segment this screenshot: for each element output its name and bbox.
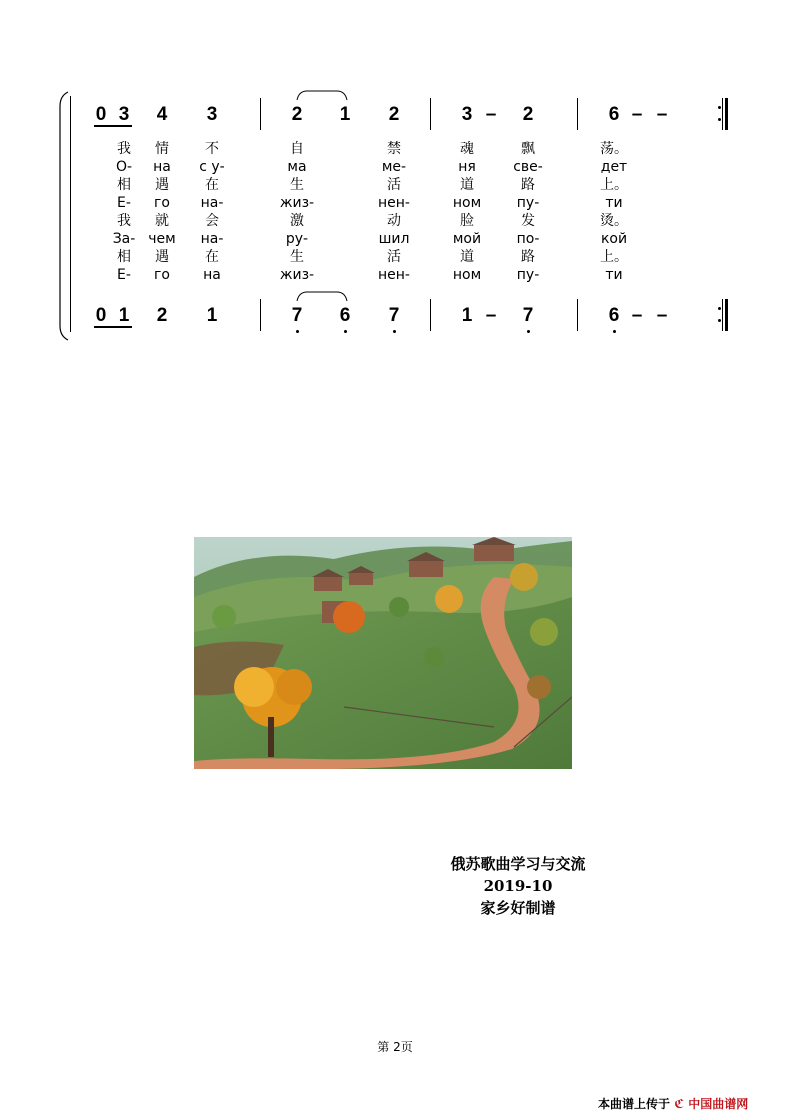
dash: – (485, 305, 497, 326)
lyric-syllable: 禁 (387, 141, 401, 157)
low-octave-dot (296, 330, 299, 333)
note: 0 (95, 104, 107, 125)
lyric-syllable: 上。 (600, 177, 628, 193)
low-octave-dot (613, 330, 616, 333)
lyric-syllable: 道 (460, 177, 474, 193)
note: 2 (522, 104, 534, 125)
lyric-syllable: 上。 (600, 249, 628, 265)
lyric-syllable: кой (600, 231, 628, 247)
slur-mark (295, 289, 349, 303)
repeat-thick-bar (725, 98, 728, 130)
lyric-syllable: 荡。 (600, 141, 628, 157)
note: 4 (156, 104, 168, 125)
repeat-thin-bar (722, 98, 723, 130)
lyric-syllable: ти (605, 267, 623, 283)
note: 7 (388, 305, 400, 326)
lyric-syllable: ном (452, 195, 482, 211)
lyric-syllable: по- (516, 231, 540, 247)
low-octave-dot (393, 330, 396, 333)
note: 3 (461, 104, 473, 125)
page-number: 第 2页 (377, 1040, 413, 1054)
lyric-syllable: 激 (290, 213, 304, 229)
lyric-syllable: 活 (387, 177, 401, 193)
lyric-syllable: ня (458, 159, 476, 175)
repeat-dot (718, 319, 721, 322)
lyric-syllable: 相 (117, 249, 131, 265)
site-logo-text: 中国曲谱网 (688, 1097, 749, 1111)
lyric-syllable: 会 (205, 213, 219, 229)
slur-mark (295, 88, 349, 102)
lyric-syllable: 我 (117, 141, 131, 157)
repeat-thin-bar (722, 299, 723, 331)
bar-line (260, 299, 261, 331)
lyric-syllable: 就 (155, 213, 169, 229)
note: 6 (608, 104, 620, 125)
credit-line-group: 俄苏歌曲学习与交流 (450, 855, 586, 873)
lyric-syllable: 情 (155, 141, 169, 157)
lyric-syllable: 生 (290, 177, 304, 193)
repeat-thick-bar (725, 299, 728, 331)
bar-line (430, 98, 431, 130)
note: 3 (118, 104, 130, 125)
lyric-syllable: ру- (285, 231, 309, 247)
repeat-dot (718, 106, 721, 109)
eighth-underline (94, 326, 132, 328)
lyric-syllable: Е- (117, 195, 131, 211)
lyric-syllable: на (203, 267, 221, 283)
system-left-bar (70, 96, 71, 332)
dash: – (656, 305, 668, 326)
note: 1 (118, 305, 130, 326)
lyric-syllable: 遇 (155, 249, 169, 265)
lyric-syllable: нен- (378, 267, 410, 283)
repeat-dot (718, 307, 721, 310)
lyric-syllable: О- (115, 159, 133, 175)
lyric-syllable: ме- (381, 159, 407, 175)
lyric-syllable: 烫。 (600, 213, 628, 229)
lyric-syllable: на- (200, 231, 224, 247)
arranger-credits (420, 853, 616, 919)
lyric-syllable: ма (287, 159, 307, 175)
note: 2 (156, 305, 168, 326)
bar-line (260, 98, 261, 130)
note: 6 (608, 305, 620, 326)
lyric-syllable: 路 (521, 177, 535, 193)
lyric-syllable: шил (378, 231, 410, 247)
bar-line (577, 299, 578, 331)
dash: – (631, 305, 643, 326)
lyric-syllable: 魂 (460, 141, 474, 157)
site-logo-icon: ℭ (674, 1097, 685, 1111)
lyric-syllable: чем (148, 231, 176, 247)
low-octave-dot (344, 330, 347, 333)
dash: – (656, 104, 668, 125)
lyric-syllable: с у- (199, 159, 225, 175)
footer-prefix: 本曲谱上传于 (598, 1097, 671, 1111)
repeat-dot (718, 118, 721, 121)
bar-line (577, 98, 578, 130)
lyric-syllable: све- (513, 159, 543, 175)
lyric-syllable: 脸 (460, 213, 474, 229)
note: 7 (522, 305, 534, 326)
lyric-syllable: го (154, 195, 170, 211)
lyric-syllable: 发 (521, 213, 535, 229)
lyric-syllable: За- (112, 231, 136, 247)
landscape-photo (194, 537, 572, 769)
lyric-syllable: 生 (290, 249, 304, 265)
eighth-underline (94, 125, 132, 127)
dash: – (485, 104, 497, 125)
lyric-syllable: го (154, 267, 170, 283)
credit-line-date: 2019-10 (483, 877, 553, 895)
note: 2 (388, 104, 400, 125)
lyric-syllable: 动 (387, 213, 401, 229)
lyric-syllable: 我 (117, 213, 131, 229)
note: 0 (95, 305, 107, 326)
lyric-syllable: 相 (117, 177, 131, 193)
lyric-syllable: 自 (290, 141, 304, 157)
note: 2 (291, 104, 303, 125)
credit-line-arranger: 家乡好制谱 (480, 899, 556, 917)
footer-watermark (598, 1095, 748, 1112)
lyric-syllable: нен- (378, 195, 410, 211)
lyric-syllable: пу- (516, 195, 540, 211)
lyric-syllable: жиз- (279, 195, 315, 211)
lyric-syllable: дет (600, 159, 628, 175)
lyric-syllable: 不 (205, 141, 219, 157)
lyric-syllable: мой (452, 231, 482, 247)
lyric-syllable: жиз- (279, 267, 315, 283)
note: 1 (339, 104, 351, 125)
lyric-syllable: 遇 (155, 177, 169, 193)
lyric-syllable: 在 (205, 249, 219, 265)
lyric-syllable: ти (605, 195, 623, 211)
note: 6 (339, 305, 351, 326)
lyric-syllable: ном (452, 267, 482, 283)
lyric-syllable: 飘 (521, 141, 535, 157)
note: 7 (291, 305, 303, 326)
lyric-syllable: 路 (521, 249, 535, 265)
lyric-syllable: 活 (387, 249, 401, 265)
lyric-syllable: на- (200, 195, 224, 211)
lyric-syllable: Е- (117, 267, 131, 283)
lyric-syllable: 在 (205, 177, 219, 193)
dash: – (631, 104, 643, 125)
note: 1 (206, 305, 218, 326)
lyric-syllable: 道 (460, 249, 474, 265)
bar-line (430, 299, 431, 331)
lyric-syllable: пу- (516, 267, 540, 283)
note: 3 (206, 104, 218, 125)
low-octave-dot (527, 330, 530, 333)
lyric-syllable: на (153, 159, 171, 175)
system-brace (54, 90, 74, 342)
note: 1 (461, 305, 473, 326)
